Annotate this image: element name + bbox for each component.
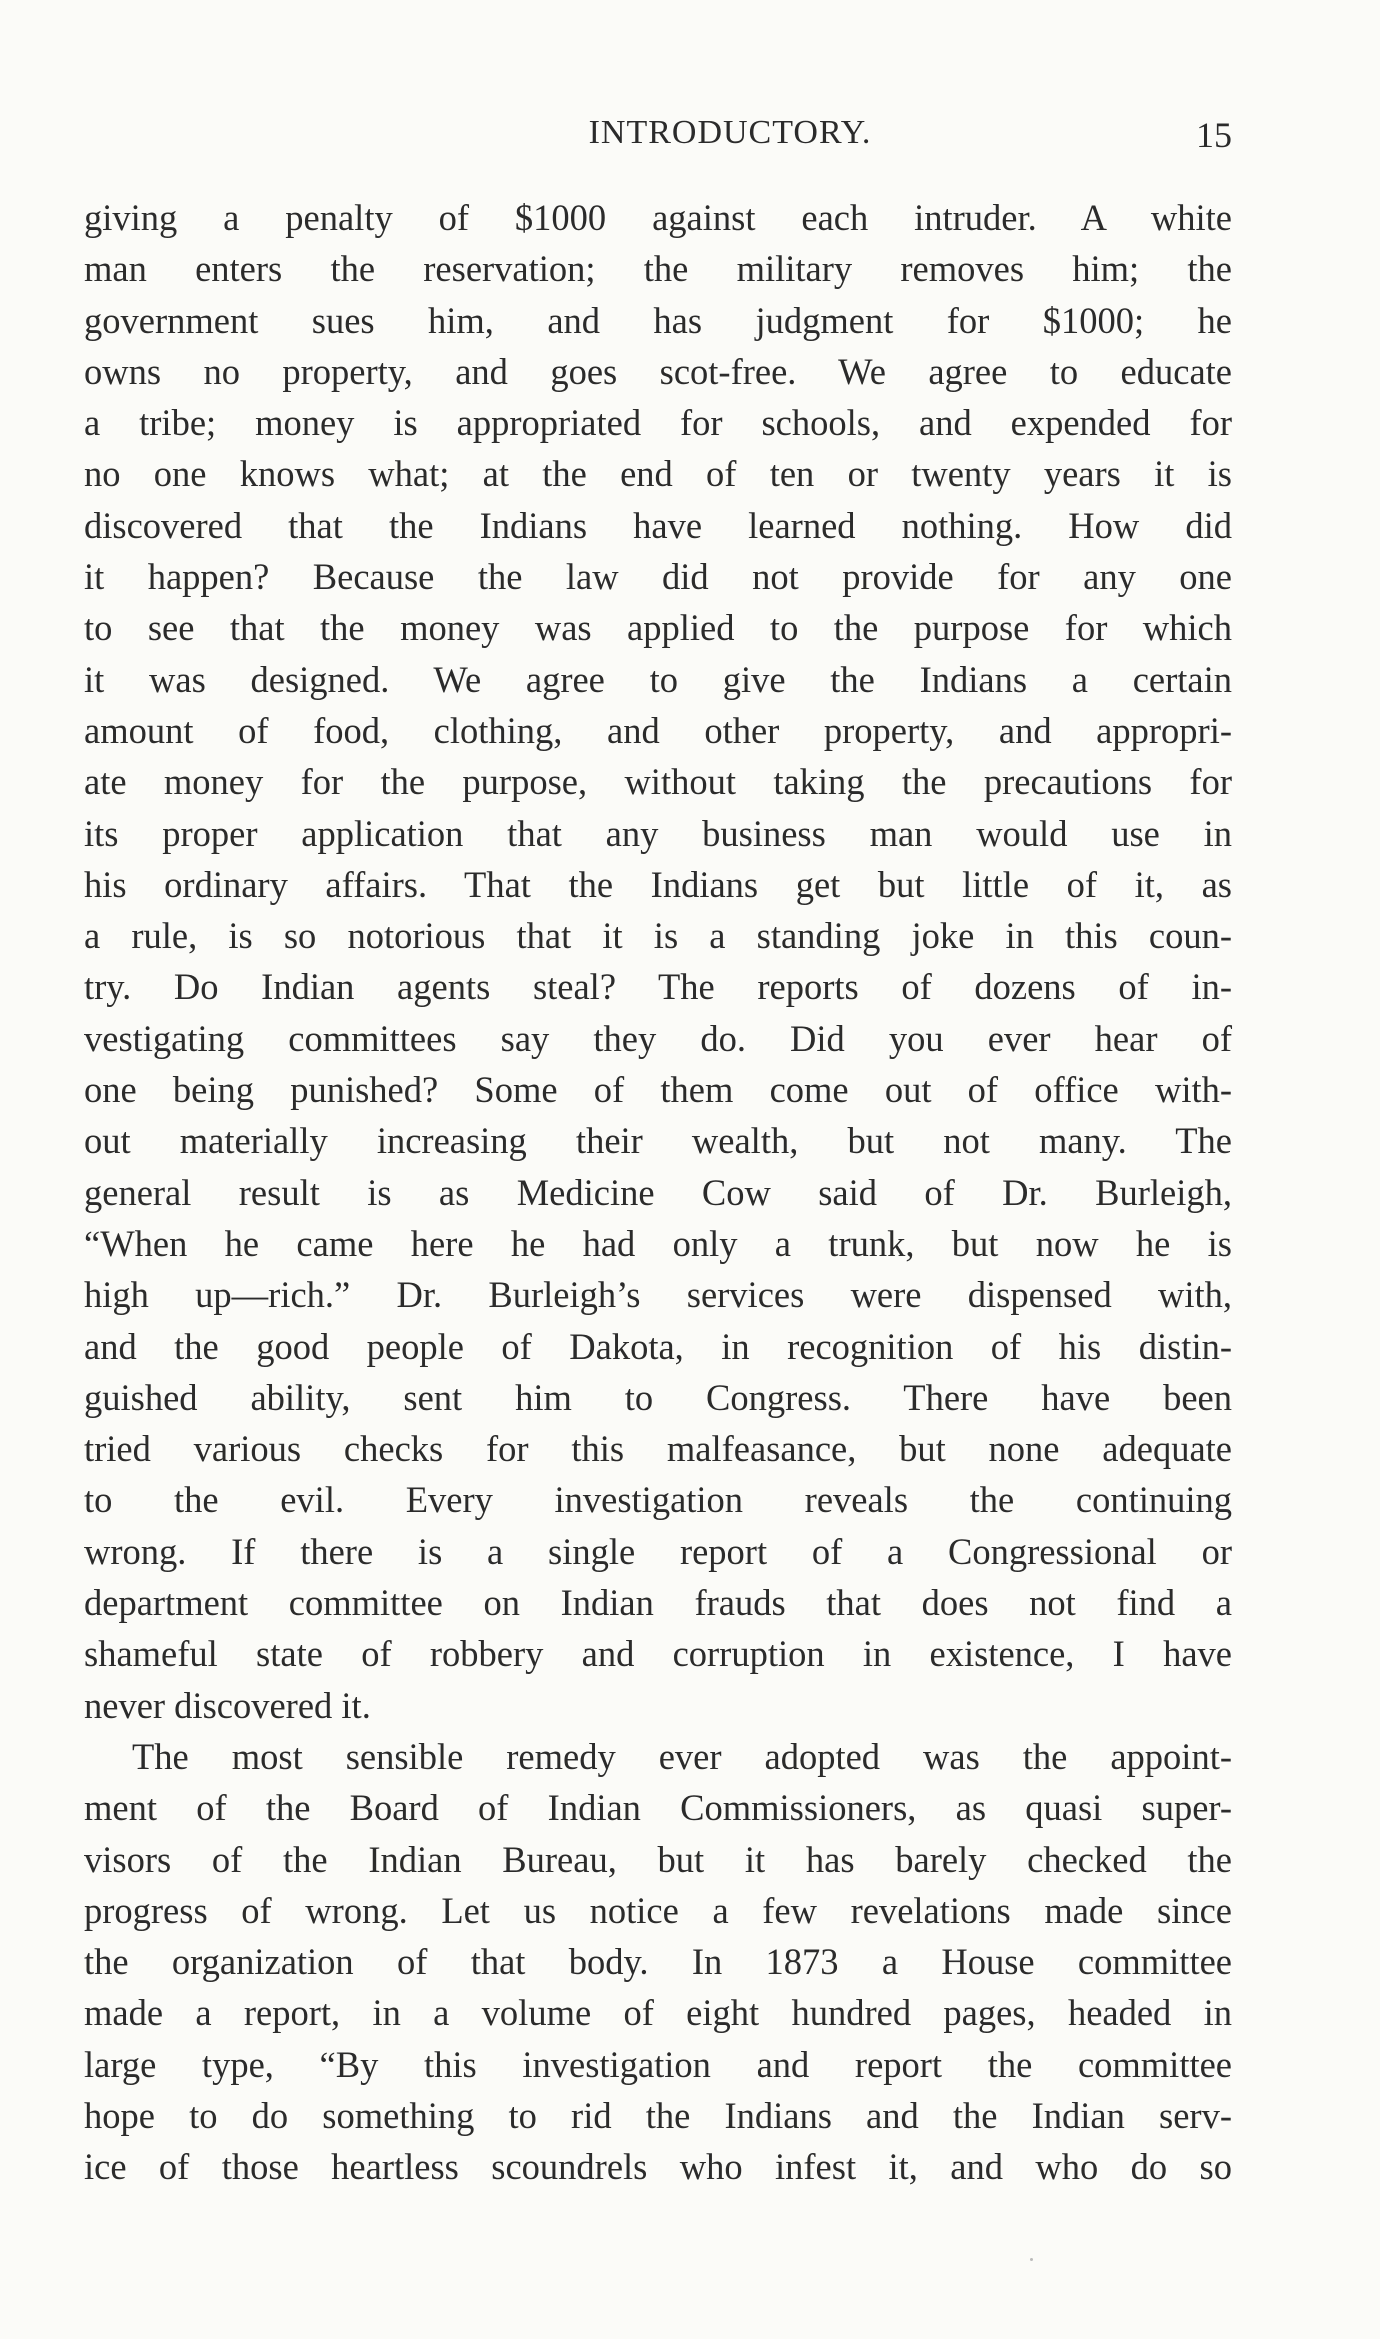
text-line: ment of the Board of Indian Commissioners, as quasi super- [84,1787,1232,1829]
text-line: visors of the Indian Bureau, but it has barely checked the [84,1838,1232,1880]
text-line: department committee on Indian frauds that does not find a [84,1582,1232,1624]
text-line: never discovered it. [84,1684,371,1726]
text-line: vestigating committees say they do. Did you ever hear of [84,1017,1232,1059]
text-line: guished ability, sent him to Congress. There have been [84,1376,1232,1418]
text-line: the organization of that body. In 1873 a House committee [84,1941,1232,1983]
text-line: discovered that the Indians have learned nothing. How did [84,504,1232,546]
text-line: and the good people of Dakota, in recognition of his distin- [84,1325,1232,1367]
text-line: wrong. If there is a single report of a Congressional or [84,1530,1232,1572]
text-line: government sues him, and has judgment for $1000; he [84,299,1232,341]
page-number: 15 [1196,115,1232,155]
text-line: giving a penalty of $1000 against each intruder. A white [84,197,1232,238]
text-line: to see that the money was applied to the purpose for which [84,607,1232,649]
text-line: tried various checks for this malfeasance, but none adequate [84,1428,1232,1470]
text-line: it happen? Because the law did not provide for any one [84,556,1232,598]
body-text [84,192,1232,2193]
text-line: “When he came here he had only a trunk, but now he is [84,1222,1232,1264]
text-line: owns no property, and goes scot-free. We agree to educate [84,350,1232,392]
text-line: The most sensible remedy ever adopted was the appoint- [132,1735,1232,1777]
text-line: his ordinary affairs. That the Indians get but little of it, as [84,863,1232,905]
text-line: ate money for the purpose, without taking the precautions for [84,761,1232,803]
text-line: a rule, is so notorious that it is a standing joke in this coun- [84,915,1232,957]
running-head: INTRODUCTORY. [588,114,872,151]
text-line: general result is as Medicine Cow said of Dr. Burleigh, [84,1171,1232,1213]
text-line: ice of those heartless scoundrels who infest it, and who do so [84,2146,1232,2188]
text-line: a tribe; money is appropriated for schools, and expended for [84,402,1232,444]
text-line: one being punished? Some of them come out of office with- [84,1069,1232,1111]
text-line: no one knows what; at the end of ten or twenty years it is [84,453,1232,495]
text-line: it was designed. We agree to give the Indians a certain [84,658,1232,700]
text-line: man enters the reservation; the military removes him; the [84,248,1232,290]
text-line: amount of food, clothing, and other property, and appropri- [84,709,1232,751]
text-line: out materially increasing their wealth, but not many. The [84,1120,1232,1162]
text-line: made a report, in a volume of eight hundred pages, headed in [84,1992,1232,2034]
text-line: to the evil. Every investigation reveals the continuing [84,1479,1232,1521]
text-line: large type, “By this investigation and report the committee [84,2043,1232,2085]
text-line: its proper application that any business man would use in [84,812,1232,854]
text-line: hope to do something to rid the Indians and the Indian serv- [84,2094,1232,2136]
text-line: progress of wrong. Let us notice a few revelations made since [84,1889,1232,1931]
text-line: shameful state of robbery and corruption in existence, I have [84,1633,1232,1675]
paper-speck [1030,2258,1033,2261]
text-line: try. Do Indian agents steal? The reports of dozens of in- [84,966,1232,1008]
page-header [0,110,1380,170]
text-line: high up—rich.” Dr. Burleigh’s services were dispensed with, [84,1274,1232,1316]
